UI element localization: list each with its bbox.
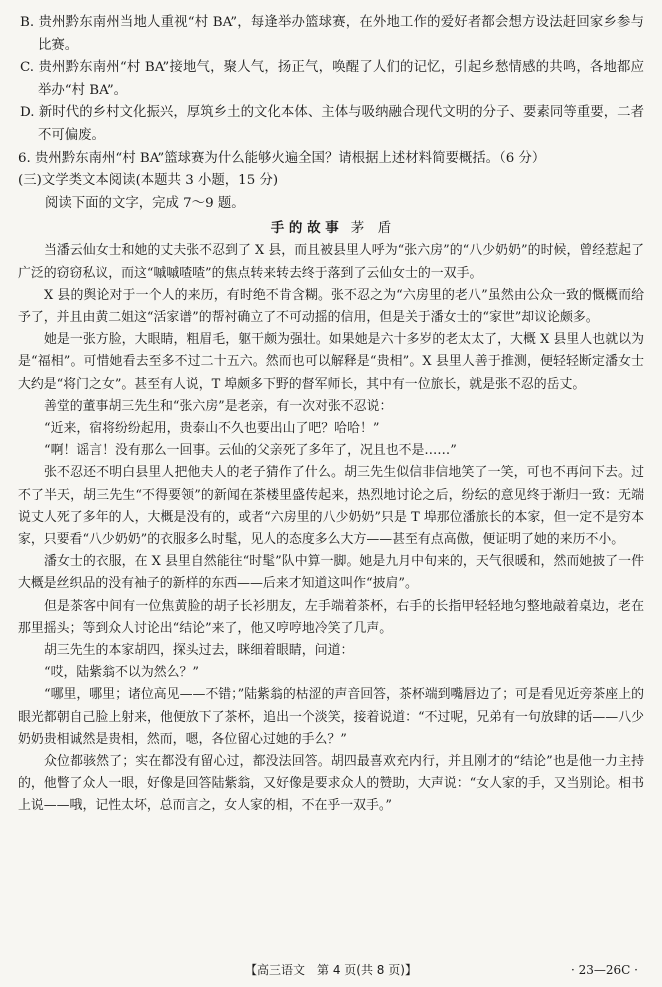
option-d: D. 新时代的乡村文化振兴，厚筑乡土的文化本体、主体与吸纳融合现代文明的分子、要素同等重要，二者不可偏废。 bbox=[20, 105, 645, 143]
story-paragraph: 她是一张方脸，大眼睛，粗眉毛，躯干颇为强壮。如果她是六十多岁的老太太了，大概 X 县里人也就以为是“福相”。可惜她看去至多不过二十五六。然而也可以解释是“贵相”。X 县里人善于推测，便轻轻断定潘女士大约是“将门之女”。甚至有人说，T 埠颇多下野的督军师长，其中有一位旅长，就是张不忍的岳丈。 bbox=[18, 332, 644, 392]
story-title-text: 手 的 故 事 bbox=[270, 220, 339, 237]
story-paragraph: X 县的舆论对于一个人的来历，有时绝不肯含糊。张不忍之为“六房里的老八”虽然由公众一致的慨概而给予了，并且由黄二姐这“活家谱”的帮衬确立了不可动摇的信用，但是关于潘女士的“家世”却议论颇多。 bbox=[18, 287, 644, 325]
story-paragraph: “近来，宿将纷纷起用，贵泰山不久也要出山了吧？哈哈！” bbox=[44, 420, 380, 436]
story-paragraph: “哪里，哪里；诸位高见——不错；”陆紫翁的枯涩的声音回答，茶杯端到嘴唇边了；可是看见近旁茶座上的眼光都朝自己脸上射来，他便放下了茶杯，追出一个淡笑，接着说道：“不过呢，兄弟有一句放肆的话——八少奶奶贵相诚然是贵相，然而，嗯，各位留心过她的手么？” bbox=[18, 687, 644, 747]
option-c-text: 贵州黔东南州“村 BA”接地气，聚人气，扬正气，唤醒了人们的记忆，引起乡愁情感的共鸣，各地都应举办“村 BA”。 bbox=[38, 60, 644, 98]
story-paragraph: 当潘云仙女士和她的丈夫张不忍到了 X 县，而且被县里人呼为“张六房”的“八少奶奶”的时候，曾经惹起了广泛的窃窃私议，而这“嘁嘁喳喳”的焦点转来转去终于落到了云仙女士的一双手。 bbox=[18, 243, 644, 281]
story-paragraph: “哎，陆紫翁不以为然么？” bbox=[44, 665, 199, 681]
page-number: 【高三语文 第 4 页(共 8 页)】 bbox=[245, 963, 417, 977]
story-paragraph: 潘女士的衣服，在 X 县里自然能往“时髦”队中算一脚。她是九月中旬来的，天气很暖和，然而她披了一件大概是丝织品的没有袖子的新样的东西——后来才知道这叫作“披肩”。 bbox=[18, 554, 644, 592]
question-6: 6. 贵州黔东南州“村 BA”篮球赛为什么能够火遍全国？请根据上述材料简要概括。（6 分） bbox=[18, 150, 546, 166]
story-paragraph: “啊！谣言！没有那么一回事。云仙的父亲死了多年了，况且也不是……” bbox=[44, 443, 457, 459]
option-d-text: 新时代的乡村文化振兴，厚筑乡土的文化本体、主体与吸纳融合现代文明的分子、要素同等重要，二者不可偏废。 bbox=[38, 105, 645, 143]
story-body bbox=[18, 240, 644, 817]
story-author: 茅 盾 bbox=[350, 220, 392, 237]
option-b: B. 贵州黔东南州当地人重视“村 BA”，每逢举办篮球赛，在外地工作的爱好者都会想方设法赶回家乡参与比赛。 bbox=[20, 15, 644, 53]
story-paragraph: 但是茶客中间有一位焦黄脸的胡子长衫朋友，左手端着茶杯，右手的长指甲轻轻地匀整地敲着桌边，老在那里摇头；等到众人讨论出“结论”来了，他又哼哼地冷笑了几声。 bbox=[18, 598, 644, 636]
option-c: C. 贵州黔东南州“村 BA”接地气，聚人气，扬正气，唤醒了人们的记忆，引起乡愁情感的共鸣，各地都应举办“村 BA”。 bbox=[20, 60, 644, 98]
story-paragraph: 胡三先生的本家胡四，探头过去，眯细着眼睛，问道： bbox=[44, 643, 354, 658]
story-paragraph: 善堂的董事胡三先生和“张六房”是老亲，有一次对张不忍说： bbox=[44, 398, 393, 414]
story-paragraph: 众位都骇然了；实在都没有留心过，都没法回答。胡四最喜欢充内行，并且刚才的“结论”也是他一力主持的，他瞥了众人一眼，好像是回答陆紫翁，又好像是要求众人的赞助，大声说：“女人家的手，又当别论。相书上说——哦，记性太坏，总而言之，女人家的相，不在乎一双手。” bbox=[18, 754, 644, 814]
option-b-text: 贵州黔东南州当地人重视“村 BA”，每逢举办篮球赛，在外地工作的爱好者都会想方设法赶回家乡参与比赛。 bbox=[38, 15, 644, 53]
story-title bbox=[18, 216, 644, 240]
reading-instruction: 阅读下面的文字，完成 7～9 题。 bbox=[45, 195, 245, 211]
story-paragraph: 张不忍还不明白县里人把他夫人的老子猜作了什么。胡三先生似信非信地笑了一笑，可也不再问下去。过不了半天，胡三先生“不得要领”的新闻在茶楼里盛传起来，热烈地讨论之后，纷纭的意见终于渐归一致：无端说丈人死了多年的人，大概是没有的，或者“六房里的八少奶奶”只是 T 埠那位潘旅长的本家，但一定不是穷本家，只要看“八少奶奶”的衣服多么时髦，见人的态度多么大方——甚至有点高傲，便证明了她的来历不小。 bbox=[18, 465, 644, 547]
exam-code: · 23—26C · bbox=[571, 963, 638, 977]
section-heading: (三)文学类文本阅读(本题共 3 小题，15 分) bbox=[18, 173, 279, 189]
